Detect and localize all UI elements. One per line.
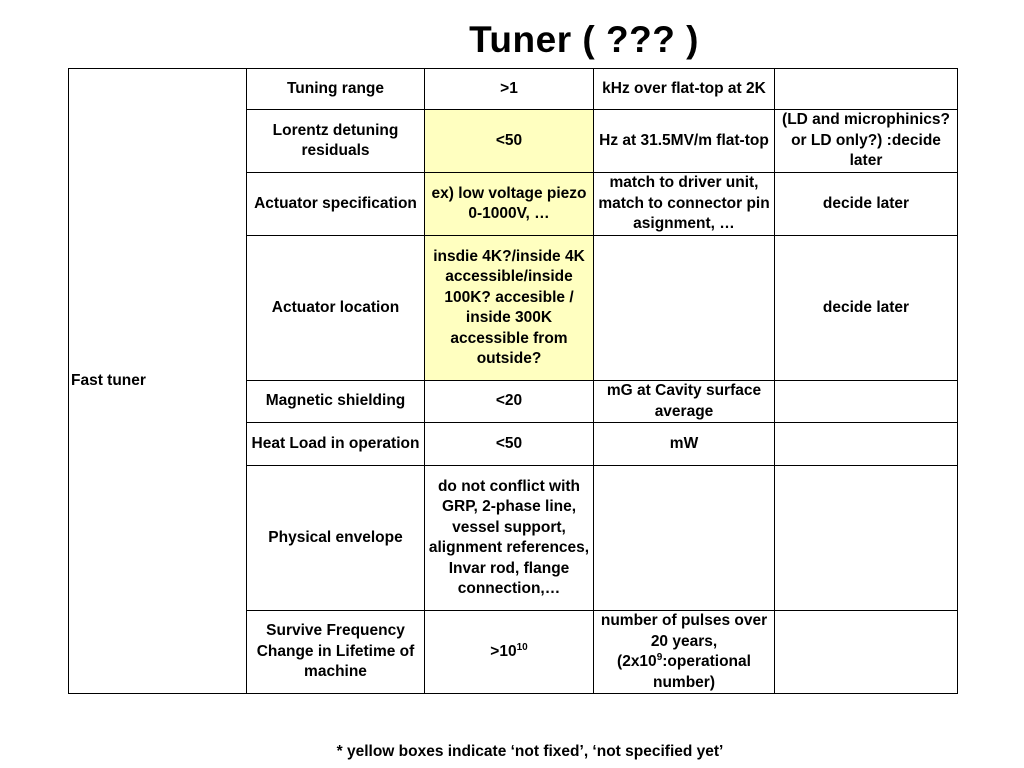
unit-cell: match to driver unit, match to connector pin asignment, …	[594, 173, 775, 236]
group-label-cell: Fast tuner	[69, 69, 247, 694]
spec-base: >10	[490, 642, 517, 660]
footnote: * yellow boxes indicate ‘not fixed’, ‘not specified yet’	[336, 743, 724, 760]
unit-cell: mG at Cavity surface average	[594, 381, 775, 423]
spec-cell-unfixed: insdie 4K?/inside 4K accessible/inside 100K? accesible / inside 300K accessible from outside?	[425, 236, 594, 381]
item-cell: Tuning range	[247, 69, 425, 110]
unit-cell	[594, 611, 775, 694]
spec-exponent: 10	[516, 641, 528, 653]
unit-part: :operational number)	[653, 653, 751, 691]
note-cell	[775, 423, 958, 466]
table-row	[69, 69, 958, 110]
spec-cell-unfixed: ex) low voltage piezo 0-1000V, …	[425, 173, 594, 236]
spec-cell	[425, 611, 594, 694]
note-cell	[775, 611, 958, 694]
note-cell	[775, 69, 958, 110]
item-cell: Survive Frequency Change in Lifetime of machine	[247, 611, 425, 694]
item-cell: Heat Load in operation	[247, 423, 425, 466]
item-cell: Actuator location	[247, 236, 425, 381]
unit-cell	[594, 236, 775, 381]
unit-part: number of pulses over 20 years, (2x10	[600, 612, 768, 670]
spec-cell: >1	[425, 69, 594, 110]
spec-cell: <20	[425, 381, 594, 423]
item-cell: Lorentz detuning residuals	[247, 110, 425, 173]
note-cell: decide later	[775, 236, 958, 381]
spec-cell: do not conflict with GRP, 2-phase line, vessel support, alignment references, Invar rod, flange connection,…	[425, 466, 594, 611]
unit-cell: mW	[594, 423, 775, 466]
unit-exponent: 9	[656, 652, 663, 663]
note-cell: (LD and microphinics? or LD only?) :decide later	[775, 110, 958, 173]
note-cell	[775, 466, 958, 611]
item-cell: Actuator specification	[247, 173, 425, 236]
spec-cell-unfixed: <50	[425, 110, 594, 173]
page-title: Tuner ( ??? )	[469, 19, 699, 60]
tuner-spec-table	[68, 68, 958, 694]
item-cell: Physical envelope	[247, 466, 425, 611]
spec-cell: <50	[425, 423, 594, 466]
unit-cell: kHz over flat-top at 2K	[594, 69, 775, 110]
unit-cell: Hz at 31.5MV/m flat-top	[594, 110, 775, 173]
note-cell	[775, 381, 958, 423]
note-cell: decide later	[775, 173, 958, 236]
unit-cell	[594, 466, 775, 611]
item-cell: Magnetic shielding	[247, 381, 425, 423]
